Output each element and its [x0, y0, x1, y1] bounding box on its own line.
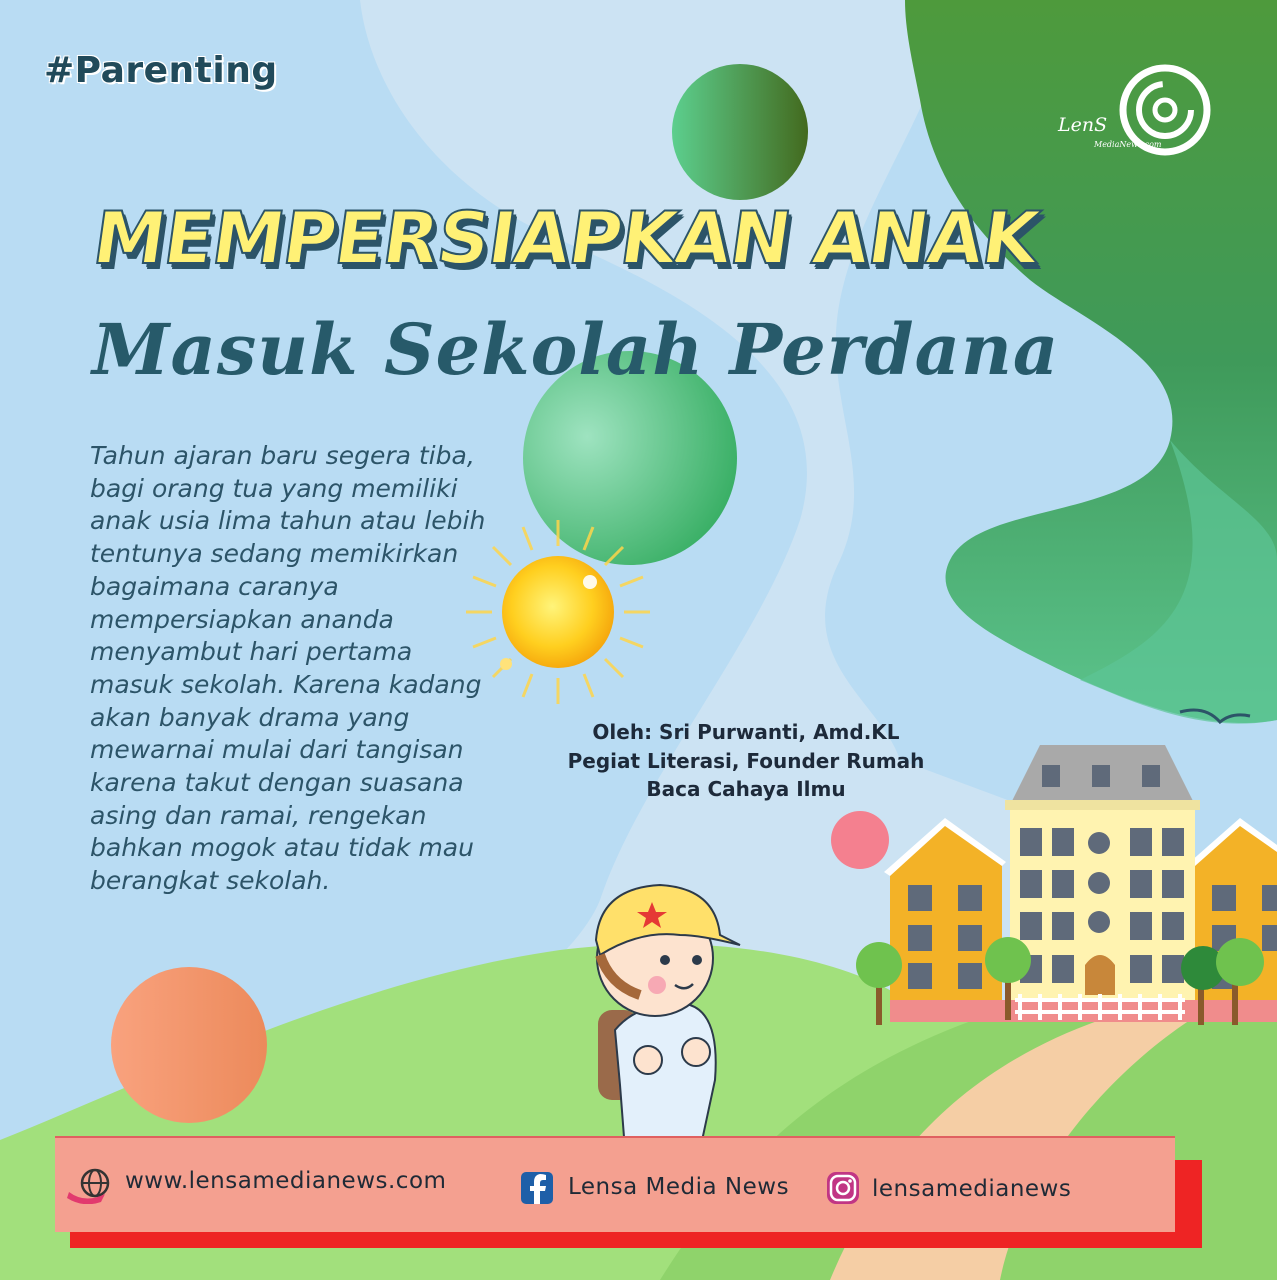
sun [466, 520, 650, 704]
title-main: MEMPERSIAPKAN ANAK [88, 196, 1044, 280]
title-subtitle: Masuk Sekolah Perdana [92, 308, 1060, 391]
ball-orange [111, 967, 267, 1123]
footer-red-accent [1172, 1160, 1202, 1222]
footer-bar [55, 1136, 1175, 1232]
instagram-icon [825, 1172, 863, 1204]
instagram-link[interactable]: lensamedianews [872, 1176, 1072, 1202]
ball-top [672, 64, 808, 200]
body-paragraph: Tahun ajaran baru segera tiba, bagi orang tua yang memiliki anak usia lima tahun atau lebih tentunya sedang memikirkan bagaimana caranya mempersiapkan ananda menyambut hari pertama masuk sekolah. Karena kadang akan banyak drama yang mewarnai mulai dari tangisan karena takut dengan suasana asing dan ramai, rengekan bahkan mogok atau tidak mau berangkat sekolah. [90, 441, 486, 896]
logo-subtitle: MediaNews.com [1094, 140, 1162, 149]
author-credit [548, 718, 944, 804]
lensa-logo [1052, 64, 1222, 164]
hashtag-label: #Parenting [44, 50, 278, 91]
author-line-3: Baca Cahaya Ilmu [646, 777, 846, 801]
facebook-icon [519, 1172, 557, 1204]
author-line-1: Oleh: Sri Purwanti, Amd.KL [592, 720, 900, 744]
ball-pink [831, 811, 889, 869]
logo-wordmark: LenS [1058, 114, 1108, 136]
website-link[interactable]: www.lensamedianews.com [125, 1168, 447, 1194]
globe-icon [65, 1168, 117, 1204]
author-line-2: Pegiat Literasi, Founder Rumah [567, 748, 925, 773]
facebook-link[interactable]: Lensa Media News [568, 1174, 790, 1200]
